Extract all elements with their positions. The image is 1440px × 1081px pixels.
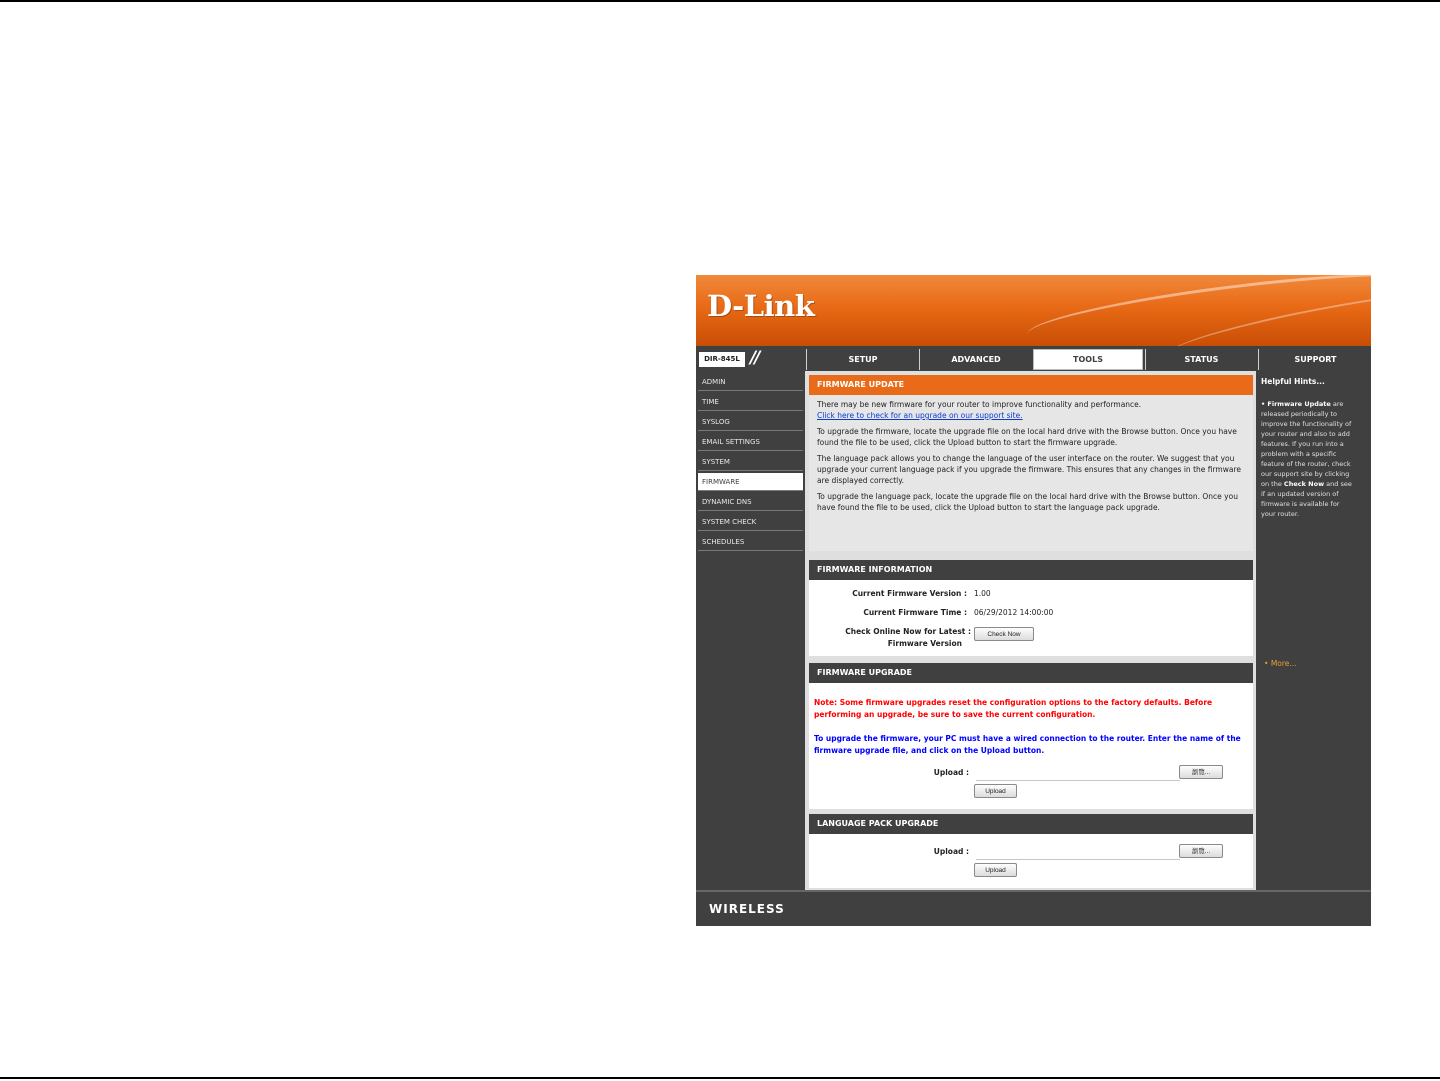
sidebar-item-system-check[interactable]: SYSTEM CHECK (698, 513, 803, 531)
firmware-upgrade-instruction: To upgrade the firmware, your PC must have a wired connection to the router. Enter the name of the firmware upgrade file, and click on the Upload button. (814, 734, 1241, 755)
firmware-version-label: Current Firmware Version : (852, 589, 967, 598)
model-badge (698, 350, 804, 369)
helpful-hints-panel (1258, 371, 1371, 890)
firmware-upgrade-warning: Note: Some firmware upgrades reset the configuration options to the factory defaults. Before performing an upgrade, be sure to save the current configuration. (814, 698, 1213, 719)
firmware-upgrade-section (809, 663, 1253, 809)
firmware-update-p3: The language pack allows you to change the language of the user interface on the router. We suggest that you upgrade your current language pack if you upgrade the firmware. This ensures that any changes in the firmware are displayed correctly. (817, 454, 1242, 485)
bottom-rule (0, 1077, 1440, 1079)
model-label: DIR-845L (699, 352, 745, 367)
top-rule (0, 0, 1440, 2)
firmware-time-value: 06/29/2012 14:00:00 (974, 608, 1054, 617)
tab-advanced[interactable]: ADVANCED (919, 349, 1032, 370)
firmware-update-p2: To upgrade the firmware, locate the upgrade file on the local hard drive with the Browse button. Once you have found the file to be used, click the Upload button to start the firmware upgrade. (817, 427, 1237, 447)
language-upload-label: Upload : (933, 847, 969, 856)
check-online-label-2: Firmware Version (887, 639, 962, 648)
firmware-update-p4: To upgrade the language pack, locate the upgrade file on the local hard drive with the Browse button. Once you have found the file to be used, click the Upload button to start the language pack upgrade. (817, 492, 1238, 512)
firmware-upload-label: Upload : (933, 768, 969, 777)
sidebar-item-admin[interactable]: ADMIN (698, 373, 803, 391)
check-now-button[interactable]: Check Now (974, 627, 1034, 641)
language-pack-section (809, 814, 1253, 888)
firmware-update-title: FIRMWARE UPDATE (809, 375, 1253, 395)
firmware-upload-button[interactable]: Upload (974, 784, 1017, 798)
more-bullet-icon: • (1264, 659, 1271, 668)
hints-text-a: are released periodically to improve the functionality of your router and also to add features. If you run into a problem with a specific feature of the router, check our support site by clicking on the (1261, 400, 1352, 488)
support-site-link[interactable]: Click here to check for an upgrade on our support site. (817, 411, 1023, 420)
firmware-information-title: FIRMWARE INFORMATION (809, 560, 1253, 580)
dlink-logo: D-Link (707, 289, 815, 323)
header-banner (696, 275, 1371, 346)
tab-tools[interactable]: TOOLS (1033, 349, 1143, 370)
language-pack-title: LANGUAGE PACK UPGRADE (809, 814, 1253, 834)
router-admin-frame (696, 275, 1371, 926)
footer-bar (696, 890, 1371, 926)
model-slashes: // (750, 348, 759, 368)
tab-status[interactable]: STATUS (1145, 349, 1257, 370)
sidebar-item-system[interactable]: SYSTEM (698, 453, 803, 471)
main-content (805, 371, 1256, 890)
tab-setup[interactable]: SETUP (806, 349, 919, 370)
firmware-file-input[interactable] (976, 766, 1180, 781)
top-navigation (696, 348, 1371, 371)
firmware-upgrade-title: FIRMWARE UPGRADE (809, 663, 1253, 683)
check-online-label: Check Online Now for Latest : (845, 627, 971, 636)
hints-body (1261, 399, 1355, 519)
hints-check-now: Check Now (1283, 480, 1325, 488)
sidebar-item-time[interactable]: TIME (698, 393, 803, 411)
firmware-update-body (809, 395, 1253, 551)
hints-more-link[interactable] (1264, 659, 1297, 668)
firmware-update-intro: There may be new firmware for your router to improve functionality and performance. (817, 400, 1142, 409)
language-file-input[interactable] (976, 845, 1180, 860)
hints-bullet-title: Firmware Update (1267, 400, 1331, 408)
firmware-update-section (809, 375, 1253, 551)
language-browse-button[interactable]: 瀏覽... (1179, 844, 1223, 858)
hints-bullet-icon: • (1261, 400, 1268, 408)
tab-support[interactable]: SUPPORT (1258, 349, 1371, 370)
firmware-time-label: Current Firmware Time : (863, 608, 967, 617)
sidebar-item-schedules[interactable]: SCHEDULES (698, 533, 803, 551)
hints-text-b: and see if an updated version of firmware is available for your router. (1261, 480, 1352, 518)
wireless-brand: WIRELESS (709, 902, 785, 916)
firmware-information-section (809, 560, 1253, 656)
sidebar-item-email-settings[interactable]: EMAIL SETTINGS (698, 433, 803, 451)
sidebar-item-syslog[interactable]: SYSLOG (698, 413, 803, 431)
language-upload-button[interactable]: Upload (974, 863, 1017, 877)
hints-more-label: More... (1270, 659, 1297, 668)
sidebar-item-firmware[interactable]: FIRMWARE (698, 473, 803, 491)
firmware-version-value: 1.00 (974, 589, 991, 598)
hints-title: Helpful Hints... (1261, 377, 1325, 386)
firmware-browse-button[interactable]: 瀏覽... (1179, 765, 1223, 779)
sidebar-item-dynamic-dns[interactable]: DYNAMIC DNS (698, 493, 803, 511)
